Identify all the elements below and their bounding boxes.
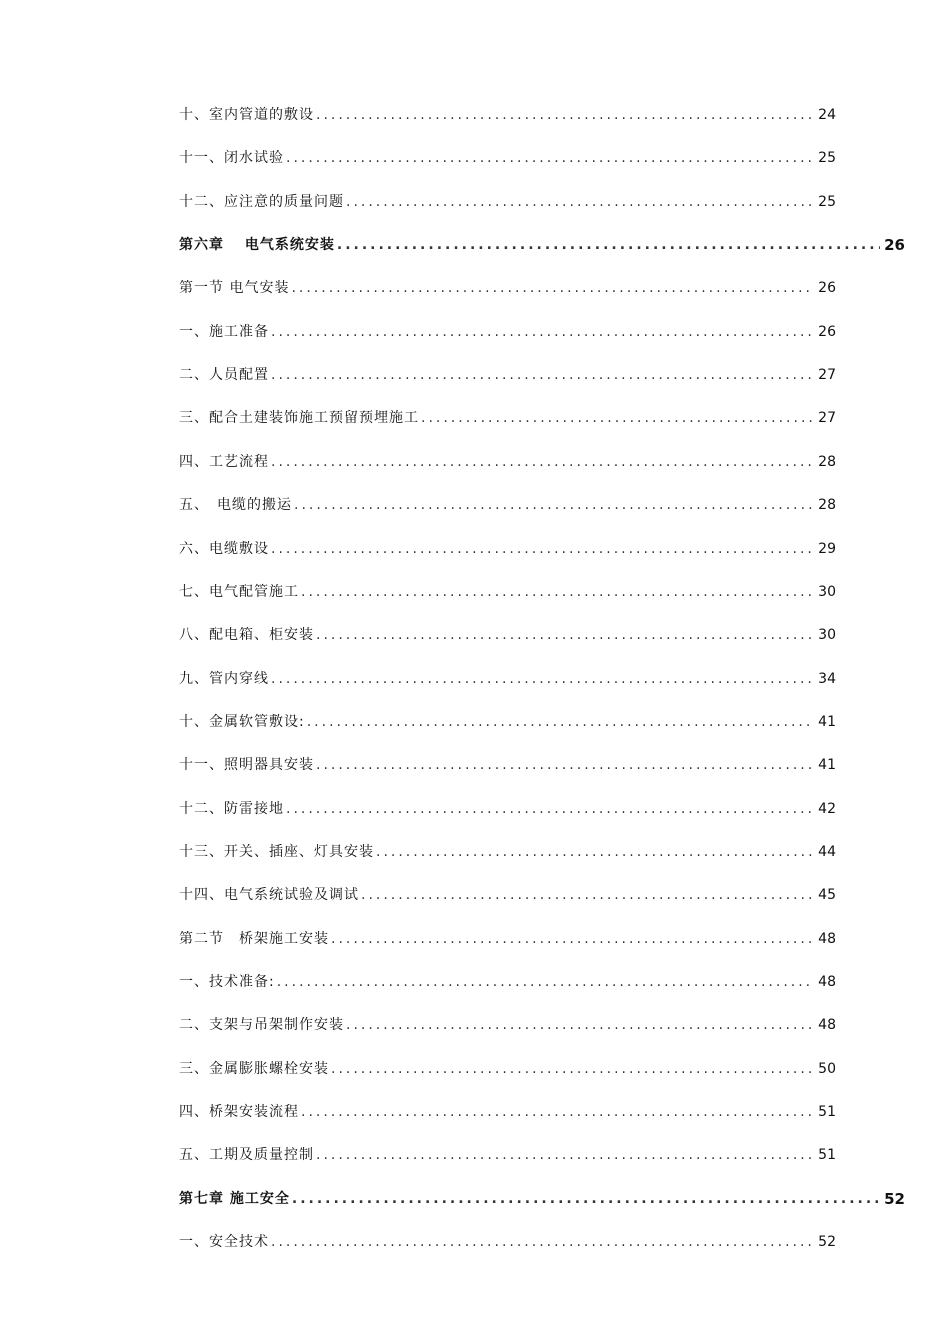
toc-entry-page: 27 <box>818 410 836 426</box>
toc-entry-page: 29 <box>818 541 836 557</box>
toc-entry[interactable] <box>179 750 836 774</box>
toc-entry[interactable] <box>179 1227 836 1251</box>
toc-dot-leader <box>271 323 814 341</box>
toc-dot-leader <box>271 540 814 558</box>
toc-dot-leader <box>316 756 814 774</box>
toc-entry-page: 28 <box>818 454 836 470</box>
toc-entry-page: 52 <box>884 1190 905 1208</box>
toc-dot-leader <box>331 1060 814 1078</box>
toc-dot-leader <box>337 236 880 254</box>
toc-dot-leader <box>331 930 814 948</box>
toc-entry[interactable] <box>179 1010 836 1034</box>
toc-entry-title: 一、技术准备: <box>179 974 275 990</box>
toc-entry-title: 五、工期及质量控制 <box>179 1147 314 1163</box>
toc-dot-leader <box>292 1190 880 1208</box>
toc-entry[interactable] <box>179 664 836 688</box>
toc-entry-page: 25 <box>818 194 836 210</box>
toc-entry-page: 30 <box>818 584 836 600</box>
toc-entry-title: 第六章 电气系统安装 <box>179 237 335 253</box>
toc-entry-title: 十一、闭水试验 <box>179 150 284 166</box>
toc-entry[interactable] <box>179 620 836 644</box>
toc-entry[interactable] <box>179 1054 836 1078</box>
toc-entry-page: 48 <box>818 931 836 947</box>
toc-entry-page: 28 <box>818 497 836 513</box>
toc-dot-leader <box>316 626 814 644</box>
toc-entry-title: 第七章 施工安全 <box>179 1191 290 1207</box>
toc-dot-leader <box>301 1103 814 1121</box>
toc-dot-leader <box>346 193 814 211</box>
toc-dot-leader <box>301 583 814 601</box>
toc-entry[interactable] <box>179 1097 836 1121</box>
toc-entry-title: 七、电气配管施工 <box>179 584 299 600</box>
toc-entry-title: 二、支架与吊架制作安装 <box>179 1017 344 1033</box>
toc-entry-title: 一、安全技术 <box>179 1234 269 1250</box>
toc-entry[interactable] <box>179 273 836 297</box>
toc-entry[interactable] <box>179 403 836 427</box>
toc-entry-title: 五、 电缆的搬运 <box>179 497 292 513</box>
toc-entry[interactable] <box>179 143 836 167</box>
toc-entry-page: 51 <box>818 1104 836 1120</box>
toc-entry-title: 第二节 桥架施工安装 <box>179 931 329 947</box>
toc-entry[interactable] <box>179 187 836 211</box>
toc-dot-leader <box>307 713 814 731</box>
toc-chapter-entry[interactable] <box>179 1184 905 1208</box>
toc-entry[interactable] <box>179 534 836 558</box>
toc-entry-page: 50 <box>818 1061 836 1077</box>
toc-entry[interactable] <box>179 837 836 861</box>
toc-dot-leader <box>361 886 814 904</box>
toc-entry-page: 42 <box>818 801 836 817</box>
toc-entry-page: 48 <box>818 974 836 990</box>
toc-entry-title: 八、配电箱、柜安装 <box>179 627 314 643</box>
toc-dot-leader <box>316 106 814 124</box>
toc-entry[interactable] <box>179 317 836 341</box>
toc-entry-page: 26 <box>884 236 905 254</box>
toc-dot-leader <box>271 453 814 471</box>
toc-entry[interactable] <box>179 880 836 904</box>
toc-entry-page: 30 <box>818 627 836 643</box>
toc-chapter-entry[interactable] <box>179 230 905 254</box>
toc-entry[interactable] <box>179 100 836 124</box>
toc-entry[interactable] <box>179 1140 836 1164</box>
toc-entry-page: 44 <box>818 844 836 860</box>
toc-entry-title: 四、工艺流程 <box>179 454 269 470</box>
toc-entry-title: 九、管内穿线 <box>179 671 269 687</box>
toc-entry-title: 四、桥架安装流程 <box>179 1104 299 1120</box>
toc-entry[interactable] <box>179 447 836 471</box>
toc-dot-leader <box>286 149 814 167</box>
toc-entry-page: 52 <box>818 1234 836 1250</box>
toc-entry[interactable] <box>179 707 836 731</box>
toc-entry-title: 十二、应注意的质量问题 <box>179 194 344 210</box>
toc-entry-title: 十三、开关、插座、灯具安装 <box>179 844 374 860</box>
toc-dot-leader <box>346 1016 814 1034</box>
toc-entry-title: 十四、电气系统试验及调试 <box>179 887 359 903</box>
toc-dot-leader <box>277 973 814 991</box>
toc-entry-page: 26 <box>818 280 836 296</box>
toc-entry[interactable] <box>179 924 836 948</box>
toc-entry-page: 34 <box>818 671 836 687</box>
toc-dot-leader <box>294 496 814 514</box>
toc-entry-page: 48 <box>818 1017 836 1033</box>
toc-entry-title: 十二、防雷接地 <box>179 801 284 817</box>
toc-dot-leader <box>316 1146 814 1164</box>
toc-entry[interactable] <box>179 360 836 384</box>
toc-entry-title: 二、人员配置 <box>179 367 269 383</box>
toc-entry[interactable] <box>179 490 836 514</box>
toc-dot-leader <box>286 800 814 818</box>
toc-entry[interactable] <box>179 794 836 818</box>
toc-entry-title: 三、金属膨胀螺栓安装 <box>179 1061 329 1077</box>
toc-entry-title: 六、电缆敷设 <box>179 541 269 557</box>
toc-dot-leader <box>291 279 814 297</box>
toc-entry-title: 十一、照明器具安装 <box>179 757 314 773</box>
toc-entry-page: 51 <box>818 1147 836 1163</box>
toc-entry-page: 41 <box>818 757 836 773</box>
toc-entry-page: 45 <box>818 887 836 903</box>
toc-entry-page: 27 <box>818 367 836 383</box>
toc-entry[interactable] <box>179 967 836 991</box>
toc-dot-leader <box>376 843 814 861</box>
toc-entry-title: 十、金属软管敷设: <box>179 714 305 730</box>
toc-entry-page: 24 <box>818 107 836 123</box>
toc-entry-page: 25 <box>818 150 836 166</box>
toc-entry-title: 第一节 电气安装 <box>179 280 290 296</box>
toc-dot-leader <box>271 1233 814 1251</box>
toc-entry-page: 26 <box>818 324 836 340</box>
toc-dot-leader <box>271 366 814 384</box>
toc-entry-page: 41 <box>818 714 836 730</box>
toc-entry-title: 一、施工准备 <box>179 324 269 340</box>
toc-entry-title: 十、室内管道的敷设 <box>179 107 314 123</box>
toc-dot-leader <box>421 409 814 427</box>
toc-entry[interactable] <box>179 577 836 601</box>
toc-dot-leader <box>271 670 814 688</box>
toc-entry-title: 三、配合土建装饰施工预留预埋施工 <box>179 410 419 426</box>
